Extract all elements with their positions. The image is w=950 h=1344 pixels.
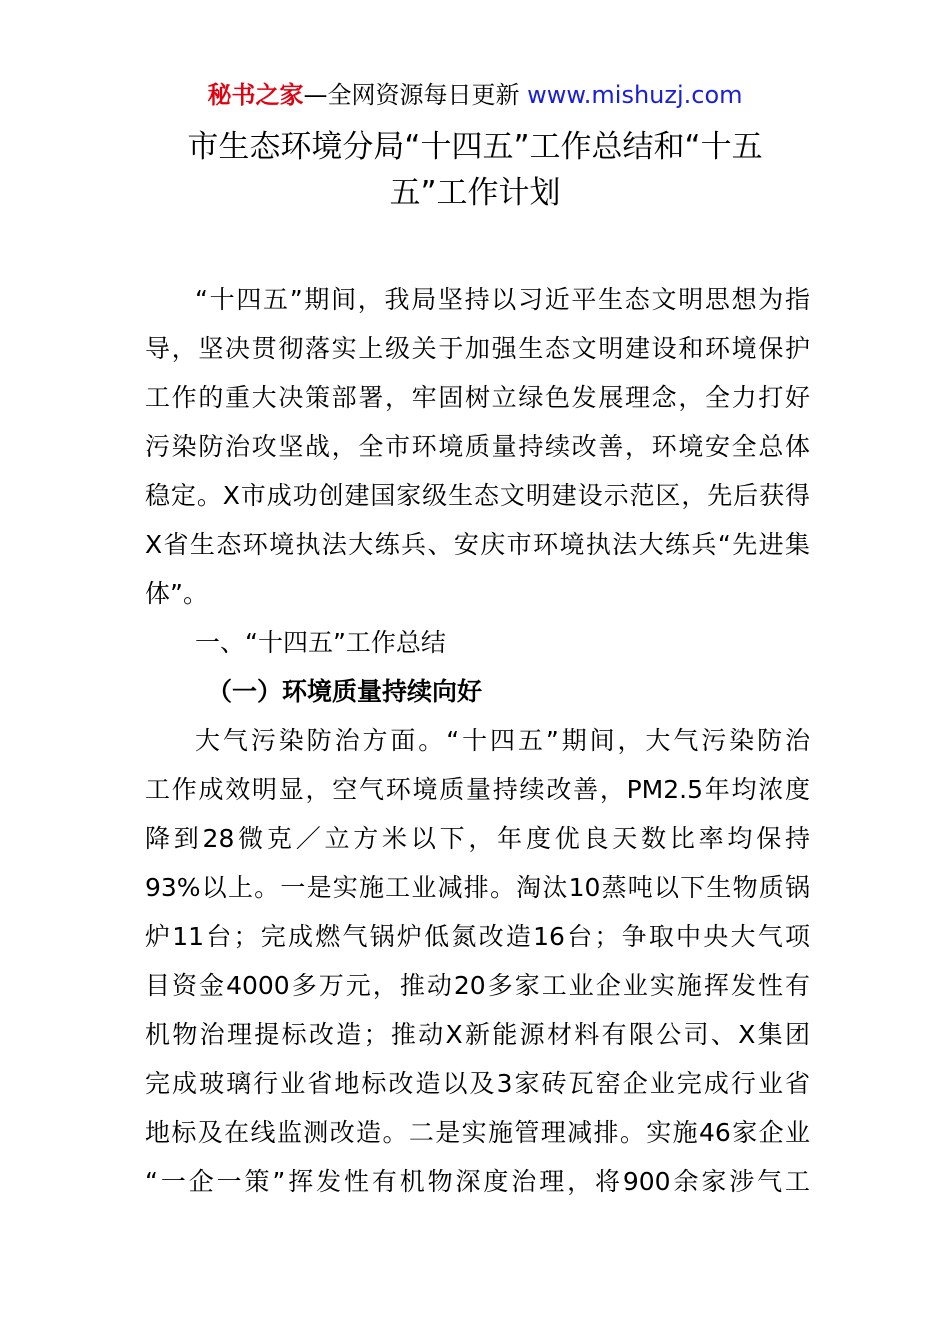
intro-line: “十四五”期间，我局坚持以习近平生态文明思想为指 xyxy=(195,285,810,314)
subsection-heading: （一）环境质量持续向好 xyxy=(207,677,483,706)
site-brand: 秘书之家 xyxy=(207,81,304,109)
paragraph-line: 炉11台；完成燃气锅炉低氮改造16台；争取中央大气项 xyxy=(145,922,810,951)
title-line-2: 五”工作计划 xyxy=(389,175,561,211)
paragraph-line: 完成玻璃行业省地标改造以及3家砖瓦窑企业完成行业省 xyxy=(145,1069,810,1098)
paragraph-line: 降到28微克／立方米以下，年度优良天数比率均保持 xyxy=(145,824,810,853)
document-body xyxy=(145,275,810,1206)
site-tagline: —全网资源每日更新 xyxy=(303,81,520,109)
section-heading: 一、“十四五”工作总结 xyxy=(195,628,446,657)
paragraph-line: 目资金4000多万元，推动20多家工业企业实施挥发性有 xyxy=(145,971,810,1000)
intro-line: X省生态环境执法大练兵、安庆市环境执法大练兵“先进集 xyxy=(145,530,810,559)
paragraph-line: 地标及在线监测改造。二是实施管理减排。实施46家企业 xyxy=(145,1118,810,1147)
document-title xyxy=(100,124,850,216)
intro-line: 工作的重大决策部署，牢固树立绿色发展理念，全力打好 xyxy=(145,383,810,412)
site-url-link[interactable]: www.mishuzj.com xyxy=(527,81,743,109)
intro-line: 导，坚决贯彻落实上级关于加强生态文明建设和环境保护 xyxy=(145,334,810,363)
paragraph-line: 工作成效明显，空气环境质量持续改善，PM2.5年均浓度 xyxy=(145,775,810,804)
site-header xyxy=(0,78,950,112)
title-line-1: 市生态环境分局“十四五”工作总结和“十五 xyxy=(187,129,763,165)
paragraph-line: 机物治理提标改造；推动X新能源材料有限公司、X集团 xyxy=(145,1020,810,1049)
intro-line: 体”。 xyxy=(145,579,208,608)
intro-line: 稳定。X市成功创建国家级生态文明建设示范区，先后获得 xyxy=(145,481,810,510)
paragraph-line: 93%以上。一是实施工业减排。淘汰10蒸吨以下生物质锅 xyxy=(145,873,810,902)
intro-line: 污染防治攻坚战，全市环境质量持续改善，环境安全总体 xyxy=(145,432,810,461)
paragraph-line: “一企一策”挥发性有机物深度治理，将900余家涉气工 xyxy=(145,1167,810,1196)
paragraph-line: 大气污染防治方面。“十四五”期间，大气污染防治 xyxy=(195,726,810,755)
